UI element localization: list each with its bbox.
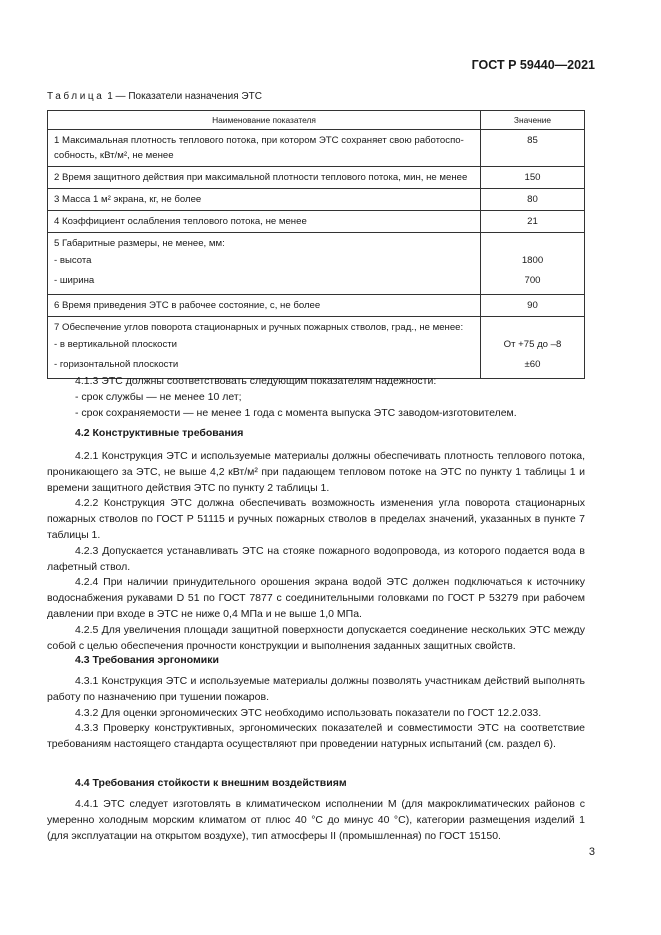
cell-sub-item: - горизонтальной плоскости — [54, 359, 179, 370]
table-header-row — [48, 111, 585, 130]
cell-sub-item: - высота — [54, 255, 92, 266]
section-heading: 4.2 Конструктивные требования — [75, 427, 244, 439]
paragraph: 4.2.5 Для увеличения площади защитной поверхности допускается соединение нескольких ЭТС между собой с целью обеспечения прочности конструкции и выполнения заданных защитных свойств. — [47, 623, 585, 652]
cell-value: 150 — [481, 167, 585, 189]
table-row — [48, 233, 585, 295]
cell-value: 90 — [481, 295, 585, 317]
table-caption-text: 1 — Показатели назначения ЭТС — [104, 91, 262, 102]
cell-name-main: 5 Габаритные размеры, не менее, мм: — [54, 238, 225, 249]
table-row — [48, 317, 585, 379]
table-row — [48, 189, 585, 211]
cell-name: 2 Время защитного действия при максимальной плотности теплового потока, мин, не менее — [48, 167, 481, 189]
cell-sub-value: 700 — [524, 275, 541, 286]
section-heading: 4.4 Требования стойкости к внешним воздействиям — [75, 777, 347, 789]
cell-sub-value: 1800 — [521, 255, 544, 266]
section-4-1-3 — [47, 374, 585, 421]
paragraph: 4.4.1 ЭТС следует изготовлять в климатическом исполнении М (для макроклиматических районов с умеренно холодным морским климатом от плюс 40 °С до минус 40 °С), категории размещения изделий 1 (для эксплуатации на открытом воздухе), тип атмосферы II (промышленная) по ГОСТ 15150. — [47, 798, 585, 842]
paragraph: 4.2.3 Допускается устанавливать ЭТС на стояке пожарного водопровода, из которого подается вода в лафетный ствол. — [47, 544, 585, 573]
cell-name: 3 Масса 1 м² экрана, кг, не более — [48, 189, 481, 211]
cell-value — [481, 233, 585, 295]
cell-name: 1 Максимальная плотность теплового потока, при котором ЭТС сохраняет свою работоспо-собность, кВт/м², не менее — [48, 130, 481, 167]
table-caption-word: Таблица — [47, 91, 105, 102]
section-heading: 4.3 Требования эргономики — [75, 654, 219, 666]
table-row — [48, 211, 585, 233]
table-row — [48, 130, 585, 167]
cell-value: 21 — [481, 211, 585, 233]
cell-sub-value: ±60 — [524, 359, 541, 370]
section-4-3-body — [47, 674, 585, 753]
cell-value: 80 — [481, 189, 585, 211]
table-row — [48, 167, 585, 189]
paragraph: 4.3.2 Для оценки эргономических ЭТС необходимо использовать показатели по ГОСТ 12.2.033. — [75, 706, 542, 719]
column-header-value: Значение — [481, 111, 585, 130]
cell-sub-value: От +75 до –8 — [503, 339, 562, 350]
cell-name — [48, 233, 481, 295]
paragraph: 4.1.3 ЭТС должны соответствовать следующим показателям надежности: — [75, 375, 437, 387]
section-4-2-body — [47, 449, 585, 654]
cell-value — [481, 317, 585, 379]
indicators-table — [47, 110, 585, 379]
section-4-2 — [47, 426, 585, 442]
cell-name: 6 Время приведения ЭТС в рабочее состояние, с, не более — [48, 295, 481, 317]
standard-number: ГОСТ Р 59440—2021 — [471, 58, 595, 72]
section-4-4-body — [47, 797, 585, 844]
table-row — [48, 295, 585, 317]
paragraph: 4.2.1 Конструкция ЭТС и используемые материалы должны обеспечивать плотность теплового потока, проникающего за ЭТС, не выше 4,2 кВт/м² при падающем тепловом потоке на ЭТС по пункту 1 таблицы 1 и времени защитного действия ЭТС по пункту 2 таблицы 1. — [47, 450, 585, 494]
cell-value: 85 — [481, 130, 585, 167]
paragraph: 4.3.1 Конструкция ЭТС и используемые материалы должны позволять участникам действий выполнять работу по назначению при тушении пожаров. — [47, 675, 585, 703]
table-caption — [47, 91, 262, 102]
page-number: 3 — [588, 846, 595, 858]
paragraph: 4.2.2 Конструкция ЭТС должна обеспечивать возможность изменения угла поворота стационарных пожарных стволов по ГОСТ Р 51115 и ручных пожарных стволов в пределах значений, указанных в пункте 7 таблицы 1. — [47, 497, 585, 541]
section-4-4 — [47, 776, 585, 792]
dash-item: - срок сохраняемости — не менее 1 года с момента выпуска ЭТС заводом-изготовителем. — [75, 406, 517, 419]
cell-name: 4 Коэффициент ослабления теплового потока, не менее — [48, 211, 481, 233]
cell-sub-item: - в вертикальной плоскости — [54, 339, 178, 350]
paragraph: 4.2.4 При наличии принудительного орошения экрана водой ЭТС должен подключаться к источнику водоснабжения рукавами D 51 по ГОСТ 7877 с соединительными головками по ГОСТ Р 53279 при рабочем давлении при входе в ЭТС не ниже 0,4 МПа и не выше 1,0 МПа. — [47, 576, 585, 620]
dash-item: - срок службы — не менее 10 лет; — [75, 390, 242, 403]
column-header-name: Наименование показателя — [48, 111, 481, 130]
section-4-3 — [47, 653, 585, 669]
paragraph: 4.3.3 Проверку конструктивных, эргономических показателей и совместимости ЭТС на соответствие требованиям настоящего стандарта осуществляют при проведении натурных испытаний (см. раздел 6). — [47, 722, 585, 751]
cell-name-main: 7 Обеспечение углов поворота стационарных и ручных пожарных стволов, град., не менее: — [54, 322, 464, 333]
cell-sub-item: - ширина — [54, 275, 95, 286]
cell-name — [48, 317, 481, 379]
